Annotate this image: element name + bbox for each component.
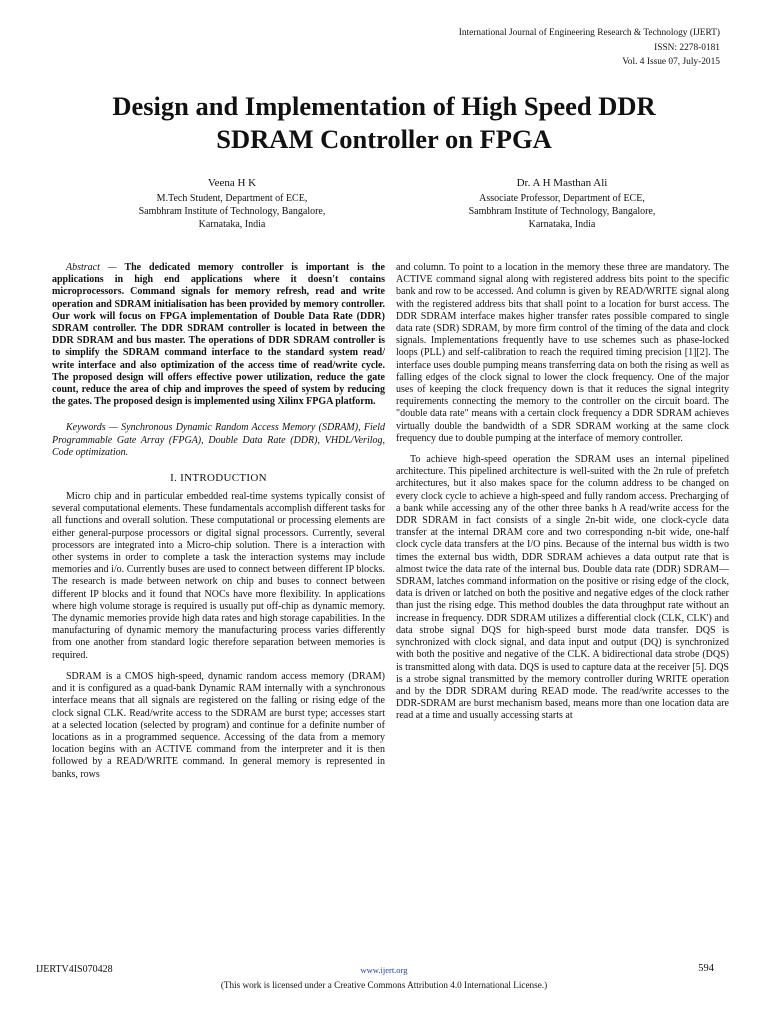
author-institute: Sambhram Institute of Technology, Bangalore, [468, 206, 656, 217]
journal-header [320, 26, 720, 70]
keywords-label: Keywords — [66, 422, 118, 434]
author-position: M.Tech Student, Department of ECE, [156, 193, 308, 204]
journal-name: International Journal of Engineering Research & Technology (IJERT) [458, 28, 720, 38]
keywords-text: Synchronous Dynamic Random Access Memory (SDRAM), Field Programmable Gate Array (FPGA), Double Data Rate (DDR), VHDL/Verilog, Code optimization. [52, 422, 385, 458]
footer-page-number: 594 [698, 963, 714, 974]
author-location: Karnataka, India [528, 219, 596, 230]
abstract [52, 262, 385, 408]
journal-issn: ISSN: 2278-0181 [654, 42, 720, 53]
author-name: Veena H K [207, 177, 257, 189]
footer-license: (This work is licensed under a Creative Commons Attribution 4.0 International License.) [220, 980, 548, 990]
paragraph: and column. To point to a location in the memory these three are mandatory. The ACTIVE command signal along with registered address bits point to the specific bank and row to be accessed. And column is given by READ/WRITE signal along with the registered address bits that shall point to a location for burst access. The DDR SDRAM interface makes higher transfer rates possible compared to single data rate (SDR) SDRAM, by more firm control of the timing of the data and clock signals. Implementations frequently have to use schemes such as phase-locked loops (PLL) and self-calibration to reach the required timing precision [1][2]. The interface uses double pumping means transferring data on both the rising as well as falling edges of the clock signal to lower the clock frequency. One of the major uses of keeping the clock frequency down is that it reduces the signal integrity requirements connecting the memory to the controller on the circuit board. The "double data rate" means with a certain clock frequency a DDR SDRAM achieves virtually double the bandwidth of a SDR SDRAM working at the same clock frequency due to double pumping at the interface of memory controller. [396, 262, 729, 444]
abstract-text: The dedicated memory controller is important is the applications in high end applications where it doesn't contains microprocessors. Command signals for memory refresh, read and write operation and SDRAM initialisation has been provided by memory controller. Our work will focus on FPGA implementation of Double Data Rate (DDR) SDRAM controller. The DDR SDRAM controller is located in between the DDR SDRAM and bus master. The operations of DDR SDRAM controller is to simplify the SDRAM command interface to the standard system read/ write interface and also optimization of the access time of read/write cycle. The proposed design will offers effective power utilization, reduce the gate count, reduce the area of chip and improves the speed of system by reducing the gates. The proposed design is implemented using Xilinx FPGA platform. [52, 262, 385, 408]
footer-website-link[interactable]: www.ijert.org [360, 965, 408, 975]
author-institute: Sambhram Institute of Technology, Bangalore, [138, 206, 326, 217]
author-name: Dr. A H Masthan Ali [516, 177, 608, 189]
section-heading-introduction: I. INTRODUCTION [170, 472, 267, 485]
author-block-1 [72, 176, 392, 231]
left-column [52, 262, 385, 781]
paper-title-line-2: SDRAM Controller on FPGA [216, 124, 552, 154]
paper-title-line-1: Design and Implementation of High Speed DDR [112, 91, 656, 121]
author-block-2 [402, 176, 722, 231]
abstract-label: Abstract — [66, 262, 117, 273]
author-location: Karnataka, India [198, 219, 266, 230]
paragraph: SDRAM is a CMOS high-speed, dynamic random access memory (DRAM) and it is configured as a quad-bank Dynamic RAM internally with a synchronous interface means that all signals are registered on the falling or rising edge of the clock signal CLK. Read/write access to the SDRAM are burst type; accesses start at a selected location (selected by program) and continue for a definite number of locations as in a programmed sequence. Accessing of the data from a memory location begins with an ACTIVE command from the interpreter and it is then followed by a READ/WRITE command. In general memory is represented in banks, rows [52, 670, 385, 780]
paragraph: Micro chip and in particular embedded real-time systems typically consist of several computational elements. These fundamentals accomplish different tasks for all functions and overall solution. These computational or processing elements are either general-purpose processors or digital signal processors. Currently, several processors are integrated into a Micro-chip solution. There is a interaction with other systems in order to complete a task the interaction systems may include memories and i/o. Currently buses are used to connect between different IP blocks. The research is made between network on chip and buses to connect between different IP blocks and it found that NOCs have more flexibility. In applications where high volume storage is required is usually put off-chip as dynamic memory. The dynamic memories provide high data rates and high storage capabilities. In the manufacturing of dynamic memory the manufacturing process varies differently from one another from standard logic therefore separation between memories is required. [52, 491, 385, 661]
keywords [52, 422, 385, 459]
paper-title [20, 90, 748, 156]
footer-paper-id: IJERTV4IS070428 [36, 964, 113, 975]
author-position: Associate Professor, Department of ECE, [479, 193, 645, 204]
journal-volume: Vol. 4 Issue 07, July-2015 [622, 57, 720, 68]
right-column [396, 262, 729, 723]
paragraph: To achieve high-speed operation the SDRAM uses an internal pipelined architecture. This pipelined architecture is well-suited with the 2n rule of prefetch architectures, but it also makes space for the column address to be changed on every clock cycle to achieve a high-speed and fully random access. Precharging of a bank while accessing any of the other three banks h A read/write access for the DDR SDRAM in fact consists of a single 2n-bit wide, one clock-cycle data transfer at the internal DRAM core and two corresponding n-bit wide, one-half clock cycle data transfers at the I/O pins. Because of the internal bus width is two times the external bus width, DDR SDRAM achieves a data output rate that is almost twice the data rate of the internal bus. Double data rate (DDR) SDRAM—SDRAM, latches command information on the positive or rising edge of the clock, data is driven or latched on both the positive and negative edges of the clock rather than just the rising edge. This method doubles the data throughput rate without an increase in frequency. DDR SDRAM utilizes a differential clock (CLK, CLK') and data strobe signal DQS for high-speed burst mode data transfer. DQS is synchronized with clock signal, and data input and output (DQ) is synchronized with both the positive and negative of the CLK. A bidirectional data strobe (DQS) is transmitted along with data. DQS is used to capture data at the receiver [5]. DQS is a strobe signal transmitted by the memory controller during WRITE operation and by the DDR SDRAM during READ mode. The read/write accesses to the DDR-SDRAM are burst mechanism based, means more than one location data are read at a time and usually accessing starts at [396, 454, 729, 722]
